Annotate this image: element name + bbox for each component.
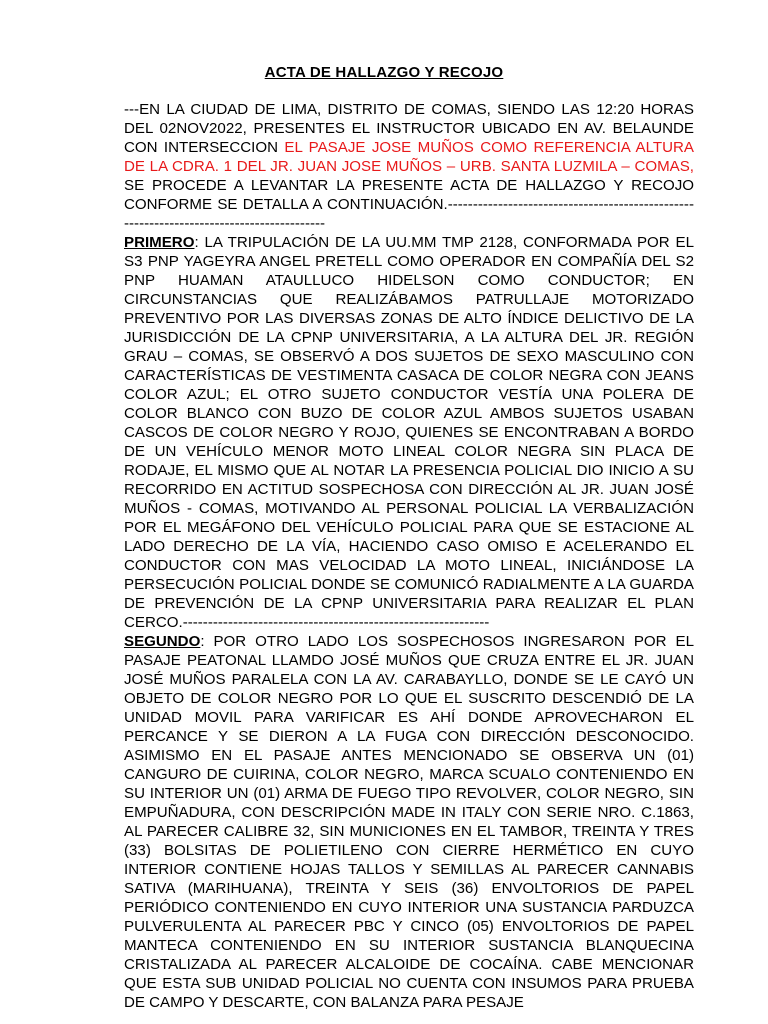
primero-label: PRIMERO	[124, 234, 195, 251]
segundo-label: SEGUNDO	[124, 633, 201, 650]
segundo-text: : POR OTRO LADO LOS SOSPECHOSOS INGRESARON POR EL PASAJE PEATONAL LLAMDO JOSÉ MUÑOS QUE CRUZA ENTRE EL JR. JUAN JOSÉ MUÑOS PARALELA CON LA AV. CARABAYLLO, DONDE SE LE CAYÓ UN OBJETO DE COLOR NEGRO POR LO QUE EL SUSCRITO DESCENDIÓ DE LA UNIDAD MOVIL PARA VARIFICAR ES AHÍ DONDE APROVECHARON EL PERCANCE Y SE DIERON A LA FUGA CON DIRECCIÓN DESCONOCIDO. ASIMISMO EN EL PASAJE ANTES MENCIONADO SE OBSERVA UN (01) CANGURO DE CUIRINA, COLOR NEGRO, MARCA SCUALO CONTENIENDO EN SU INTERIOR UN (01) ARMA DE FUEGO TIPO REVOLVER, COLOR NEGRO, SIN EMPUÑADURA, CON DESCRIPCIÓN MADE IN ITALY CON SERIE NRO. C.1863, AL PARECER CALIBRE 32, SIN MUNICIONES EN EL TAMBOR, TREINTA Y TRES (33) BOLSITAS DE POLIETILENO CON CIERRE HERMÉTICO EN CUYO INTERIOR CONTIENE HOJAS TALLOS Y SEMILLAS AL PARECER CANNABIS SATIVA (MARIHUANA), TREINTA Y SEIS (36) ENVOLTORIOS DE PAPEL PERIÓDICO CONTENIENDO EN CUYO INTERIOR UNA SUSTANCIA PARDUZCA PULVERULENTA AL PARECER PBC Y CINCO (05) ENVOLTORIOS DE PAPEL MANTECA CONTENIENDO EN SU INTERIOR SUSTANCIA BLANQUECINA CRISTALIZADA AL PARECER ALCALOIDE DE COCAÍNA. CABE MENCIONAR QUE ESTA SUB UNIDAD POLICIAL NO CUENTA CON INSUMOS PARA PRUEBA DE CAMPO Y DESCARTE, CON BALANZA PARA PESAJE	[124, 633, 694, 1011]
intro-text-1: ---EN LA CIUDAD DE LIMA, DISTRITO DE COMAS, SIENDO LAS 12:20 HORAS DEL 02NOV2022, PRESENTES EL INSTRUCTOR UBICADO EN AV. BELAUNDE CON INTERSECCION	[124, 101, 694, 156]
document-body	[124, 100, 694, 1012]
primero-paragraph	[124, 233, 694, 632]
segundo-paragraph	[124, 632, 694, 1012]
document-title: ACTA DE HALLAZGO Y RECOJO	[264, 64, 504, 81]
intro-location-highlight: EL PASAJE JOSE MUÑOS COMO REFERENCIA ALTURA DE LA CDRA. 1 DEL JR. JUAN JOSE MUÑOS – URB. SANTA LUZMILA – COMAS,	[124, 139, 694, 175]
intro-text-2: SE PROCEDE A LEVANTAR LA PRESENTE ACTA DE HALLAZGO Y RECOJO CONFORME SE DETALLA A CONTINUACIÓN.-----------------------------------------------------------------------------------------	[124, 177, 694, 232]
intro-paragraph	[124, 100, 694, 233]
primero-text: : LA TRIPULACIÓN DE LA UU.MM TMP 2128, CONFORMADA POR EL S3 PNP YAGEYRA ANGEL PRETELL COMO OPERADOR EN COMPAÑÍA DEL S2 PNP HUAMAN ATAULLUCO HIDELSON COMO CONDUCTOR; EN CIRCUNSTANCIAS QUE REALIZÁBAMOS PATRULLAJE MOTORIZADO PREVENTIVO POR LAS DIVERSAS ZONAS DE ALTO ÍNDICE DELICTIVO DE LA JURISDICCIÓN DE LA CPNP UNIVERSITARIA, A LA ALTURA DEL JR. REGIÓN GRAU – COMAS, SE OBSERVÓ A DOS SUJETOS DE SEXO MASCULINO CON CARACTERÍSTICAS DE VESTIMENTA CASACA DE COLOR NEGRA CON JEANS COLOR AZUL; EL OTRO SUJETO CONDUCTOR VESTÍA UNA POLERA DE COLOR BLANCO CON BUZO DE COLOR AZUL AMBOS SUJETOS USABAN CASCOS DE COLOR NEGRO Y ROJO, QUIENES SE ENCONTRABAN A BORDO DE UN VEHÍCULO MENOR MOTO LINEAL COLOR NEGRA SIN PLACA DE RODAJE, EL MISMO QUE AL NOTAR LA PRESENCIA POLICIAL DIO INICIO A SU RECORRIDO EN ACTITUD SOSPECHOSA CON DIRECCIÓN AL JR. JUAN JOSÉ MUÑOS - COMAS, MOTIVANDO AL PERSONAL POLICIAL LA VERBALIZACIÓN POR EL MEGÁFONO DEL VEHÍCULO POLICIAL PARA QUE SE ESTACIONE AL LADO DERECHO DE LA VÍA, HACIENDO CASO OMISO E ACELERANDO EL CONDUCTOR CON MAS VELOCIDAD LA MOTO LINEAL, INICIÁNDOSE LA PERSECUCIÓN POLICIAL DONDE SE COMUNICÓ RADIALMENTE A LA GUARDA DE PREVENCIÓN DE LA CPNP UNIVERSITARIA PARA REALIZAR EL PLAN CERCO.-------------------------------------------------------------	[124, 234, 694, 631]
